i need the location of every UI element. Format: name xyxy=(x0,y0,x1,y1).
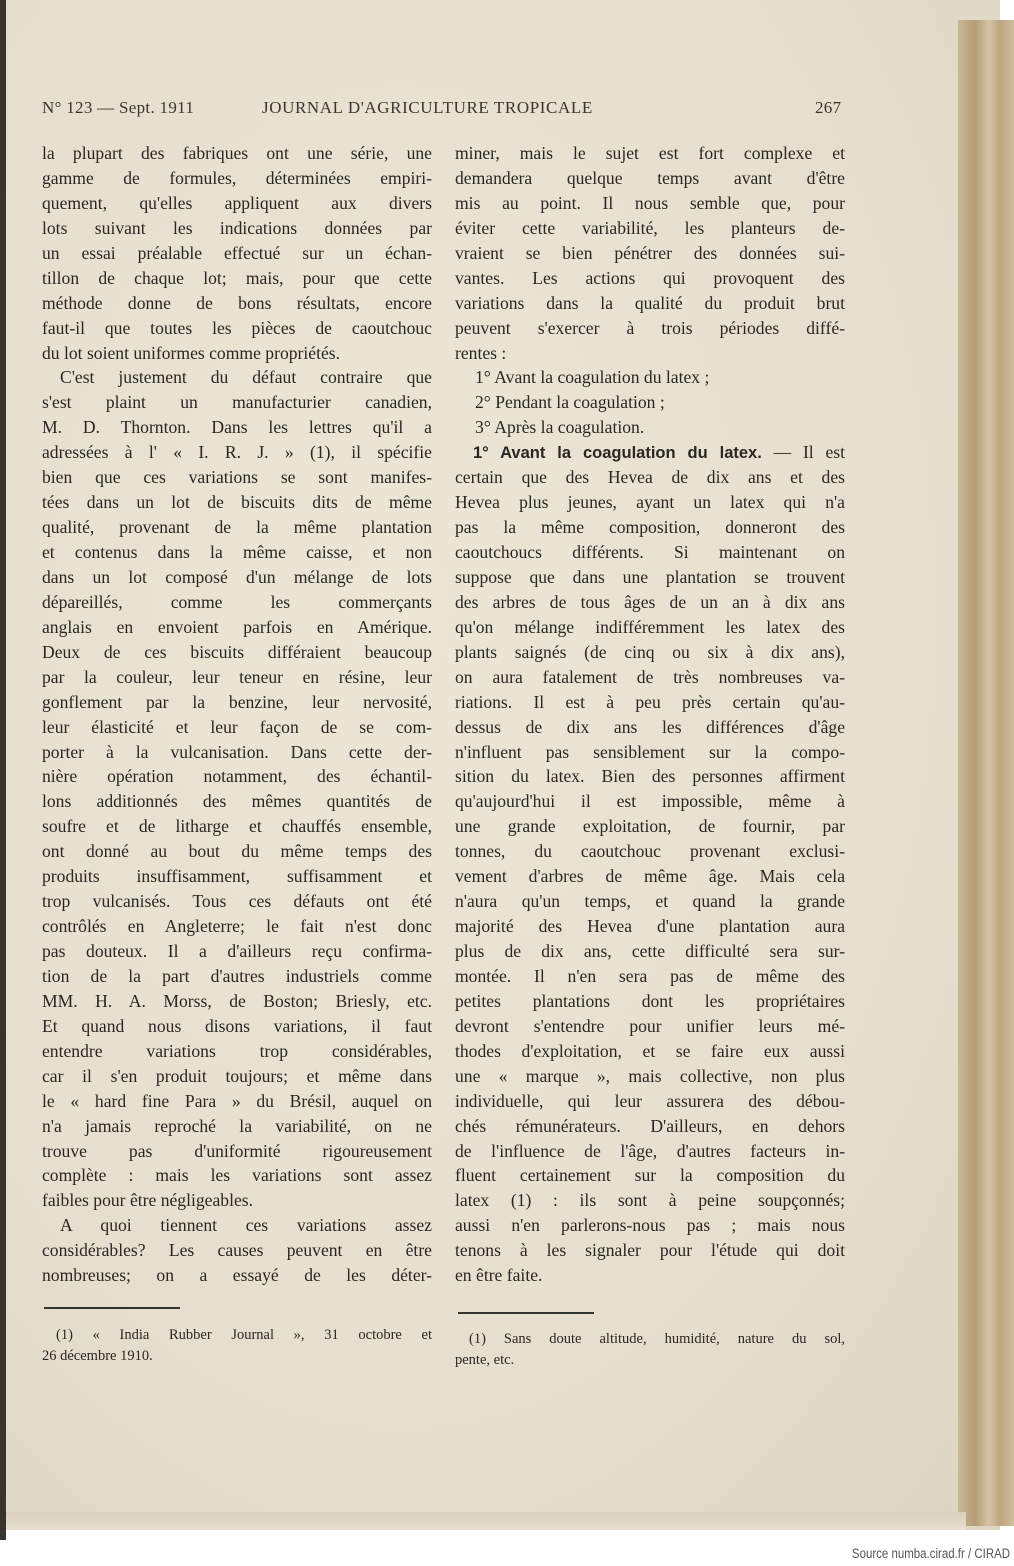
text-line: n'aura qu'un temps, et quand la grande xyxy=(455,891,845,912)
text-line: entendre variations trop considérables, xyxy=(42,1040,432,1061)
text-line: lons additionnés des mêmes quantités de xyxy=(42,791,432,812)
text-line: gamme de formules, déterminées empiri- xyxy=(42,167,432,188)
text-line: considérables? Les causes peuvent en être xyxy=(42,1240,432,1261)
footnote-line: pente, etc. xyxy=(455,1352,515,1368)
text-line: qu'aujourd'hui il est impossible, même à xyxy=(455,791,845,812)
text-line: n'a jamais reproché la variabilité, on ne xyxy=(42,1115,432,1136)
text-line: aussi n'en parlerons-nous pas ; mais nous xyxy=(455,1215,845,1236)
text-line: trop vulcanisés. Tous ces défauts ont été xyxy=(42,891,432,912)
page-binding-edge xyxy=(0,0,6,1540)
text-line: caoutchoucs différents. Si maintenant on xyxy=(455,542,845,562)
text-line: 3° Après la coagulation. xyxy=(475,417,645,438)
text-line: tenons à les signaler pour l'étude qui doit xyxy=(455,1240,845,1261)
text-line: demandera quelque temps avant d'être xyxy=(455,167,845,188)
text-line: nière opération notamment, des échantil- xyxy=(42,766,432,787)
text-line: Hevea plus jeunes, ayant un latex qui n'a xyxy=(455,492,845,513)
text-line: A quoi tiennent ces variations assez xyxy=(60,1215,432,1236)
text-line: sition du latex. Bien des personnes affirment xyxy=(455,766,845,787)
text-line: vraient se bien pénétrer des données sui- xyxy=(455,242,845,263)
text-line: en être faite. xyxy=(455,1265,543,1286)
text-line: tonnes, du caoutchouc provenant exclusi- xyxy=(455,841,845,862)
footnote-rule-right xyxy=(458,1312,594,1314)
text-line: produits insuffisamment, suffisamment et xyxy=(42,866,432,887)
text-line: petites plantations dont les propriétaires xyxy=(455,990,845,1011)
text-line: M. D. Thornton. Dans les lettres qu'il a xyxy=(42,417,432,438)
text-line: mis au point. Il nous semble que, pour xyxy=(455,192,845,213)
text-line: un essai préalable effectué sur un échan- xyxy=(42,242,432,263)
text-line: thodes d'exploitation, et se faire eux aussi xyxy=(455,1040,845,1061)
text-line: une grande exploitation, de fournir, par xyxy=(455,816,845,837)
text-line: méthode donne de bons résultats, encore xyxy=(42,292,432,313)
source-credit: Source numba.cirad.fr / CIRAD xyxy=(851,1546,1010,1561)
footnote-line: (1) Sans doute altitude, humidité, nature du sol, xyxy=(469,1331,845,1347)
text-line: quement, qu'elles appliquent aux divers xyxy=(42,192,432,213)
text-line: MM. H. A. Morss, de Boston; Briesly, etc. xyxy=(42,990,432,1011)
text-line: tion de la part d'autres industriels comme xyxy=(42,965,432,986)
text-line: certain que des Hevea de dix ans et des xyxy=(455,467,845,488)
text-line: leur élasticité et leur façon de se com- xyxy=(42,716,432,737)
text-line: plus de dix ans, cette difficulté sera sur- xyxy=(455,941,845,961)
footnote-left xyxy=(42,1325,432,1367)
text-line: n'influent pas sensiblement sur la compo- xyxy=(455,741,845,762)
text-line: éviter cette variabilité, les planteurs de- xyxy=(455,217,845,238)
text-line: C'est justement du défaut contraire que xyxy=(60,367,432,388)
text-line: plants saignés (de cinq ou six à dix ans), xyxy=(455,641,845,662)
text-line xyxy=(455,440,845,465)
text-line: dans un lot composé d'un mélange de lots xyxy=(42,566,432,587)
text-line: variations dans la qualité du produit brut xyxy=(455,292,845,313)
text-line: car il s'en produit toujours; et même dans xyxy=(42,1065,432,1086)
text-line: des arbres de tous âges de un an à dix ans xyxy=(455,591,845,612)
text-line: tées dans un lot de biscuits dits de même xyxy=(42,492,432,513)
text-line: suppose que dans une plantation se trouvent xyxy=(455,566,845,587)
issue-number: N° 123 — Sept. 1911 xyxy=(42,98,195,117)
footnote-line: (1) « India Rubber Journal », 31 octobre et xyxy=(56,1327,432,1343)
text-line: qu'on mélange indifféremment les latex des xyxy=(455,616,845,637)
text-line: montée. Il n'en sera pas de même des xyxy=(455,965,845,986)
page-stack-edge xyxy=(958,20,1014,1526)
text-line: bien que ces variations se sont manifes- xyxy=(42,467,432,488)
page-bottom-edge xyxy=(6,1512,966,1530)
text-line: adressées à l' « I. R. J. » (1), il spécifie xyxy=(42,442,432,463)
text-line: qualité, provenant de la même plantation xyxy=(42,517,432,538)
section-heading: 1° Avant la coagulation du latex. xyxy=(473,444,762,463)
text-line: riations. Il est à peu près certain qu'au- xyxy=(455,691,845,712)
text-line: anglais en envoient parfois en Amérique. xyxy=(42,616,432,637)
text-line: une « marque », mais collective, non plus xyxy=(455,1065,845,1086)
text-line: individuelle, qui leur assurera des débou- xyxy=(455,1090,845,1111)
text-line: contrôlés en Angleterre; le fait n'est donc xyxy=(42,916,432,937)
text-line: majorité des Hevea d'une plantation aura xyxy=(455,916,845,937)
text-line: s'est plaint un manufacturier canadien, xyxy=(42,392,432,413)
text-line: par la couleur, leur teneur en résine, leur xyxy=(42,666,432,687)
text-line: le « hard fine Para » du Brésil, auquel on xyxy=(42,1090,432,1111)
text-line: trouve pas d'uniformité rigoureusement xyxy=(42,1140,432,1161)
right-column xyxy=(455,141,845,1288)
text-line: gonflement par la benzine, leur nervosité, xyxy=(42,691,432,712)
text-line: lots suivant les indications données par xyxy=(42,217,432,238)
text-line: dessus de dix ans les différences d'âge xyxy=(455,716,845,737)
text-line: vement d'arbres de même âge. Mais cela xyxy=(455,866,845,887)
text-line: on aura fatalement de très nombreuses va- xyxy=(455,666,845,687)
text-line: fluent certainement sur la composition du xyxy=(455,1165,845,1186)
text-line: soufre et de litharge et chauffés ensemble, xyxy=(42,816,432,837)
text-line: de l'influence de l'âge, d'autres facteurs in- xyxy=(455,1140,845,1161)
footnote-right xyxy=(455,1329,845,1371)
text-line: pas douteux. Il a d'ailleurs reçu confirma- xyxy=(42,941,432,961)
text-span: — Il est xyxy=(761,442,845,463)
page-number: 267 xyxy=(815,98,842,117)
text-line: la plupart des fabriques ont une série, une xyxy=(42,143,432,163)
text-line: Deux de ces biscuits différaient beaucoup xyxy=(42,641,432,662)
text-line: devront s'entendre pour unifier leurs mé- xyxy=(455,1015,845,1036)
journal-title: JOURNAL D'AGRICULTURE TROPICALE xyxy=(262,98,593,117)
footnote-rule-left xyxy=(44,1307,180,1309)
text-line: faibles pour être négligeables. xyxy=(42,1190,254,1211)
text-line: tillon de chaque lot; mais, pour que cette xyxy=(42,267,432,288)
text-line: miner, mais le sujet est fort complexe et xyxy=(455,143,845,163)
text-line: 2° Pendant la coagulation ; xyxy=(475,392,665,413)
text-line: latex (1) : ils sont à peine soupçonnés; xyxy=(455,1190,845,1211)
text-line: porter à la vulcanisation. Dans cette der- xyxy=(42,741,432,762)
footnote-line: 26 décembre 1910. xyxy=(42,1348,153,1364)
left-column xyxy=(42,141,432,1288)
text-line: du lot soient uniformes comme propriétés. xyxy=(42,342,341,363)
text-line: complète : mais les variations sont assez xyxy=(42,1165,432,1186)
text-line: vantes. Les actions qui provoquent des xyxy=(455,267,845,288)
text-line: et contenus dans la même caisse, et non xyxy=(42,542,432,562)
text-line: faut-il que toutes les pièces de caoutchouc xyxy=(42,317,432,338)
text-line: 1° Avant la coagulation du latex ; xyxy=(475,367,710,388)
text-line: ont donné au bout du même temps des xyxy=(42,841,432,862)
text-line: nombreuses; on a essayé de les déter- xyxy=(42,1265,432,1286)
text-line: Et quand nous disons variations, il faut xyxy=(42,1015,432,1036)
text-line: peuvent s'exercer à trois périodes diffé- xyxy=(455,317,845,338)
text-line: pas la même composition, donneront des xyxy=(455,517,845,538)
text-line: rentes : xyxy=(455,342,507,363)
text-line: dépareillés, comme les commerçants xyxy=(42,591,432,612)
text-line: chés rémunérateurs. D'ailleurs, en dehors xyxy=(455,1115,845,1136)
